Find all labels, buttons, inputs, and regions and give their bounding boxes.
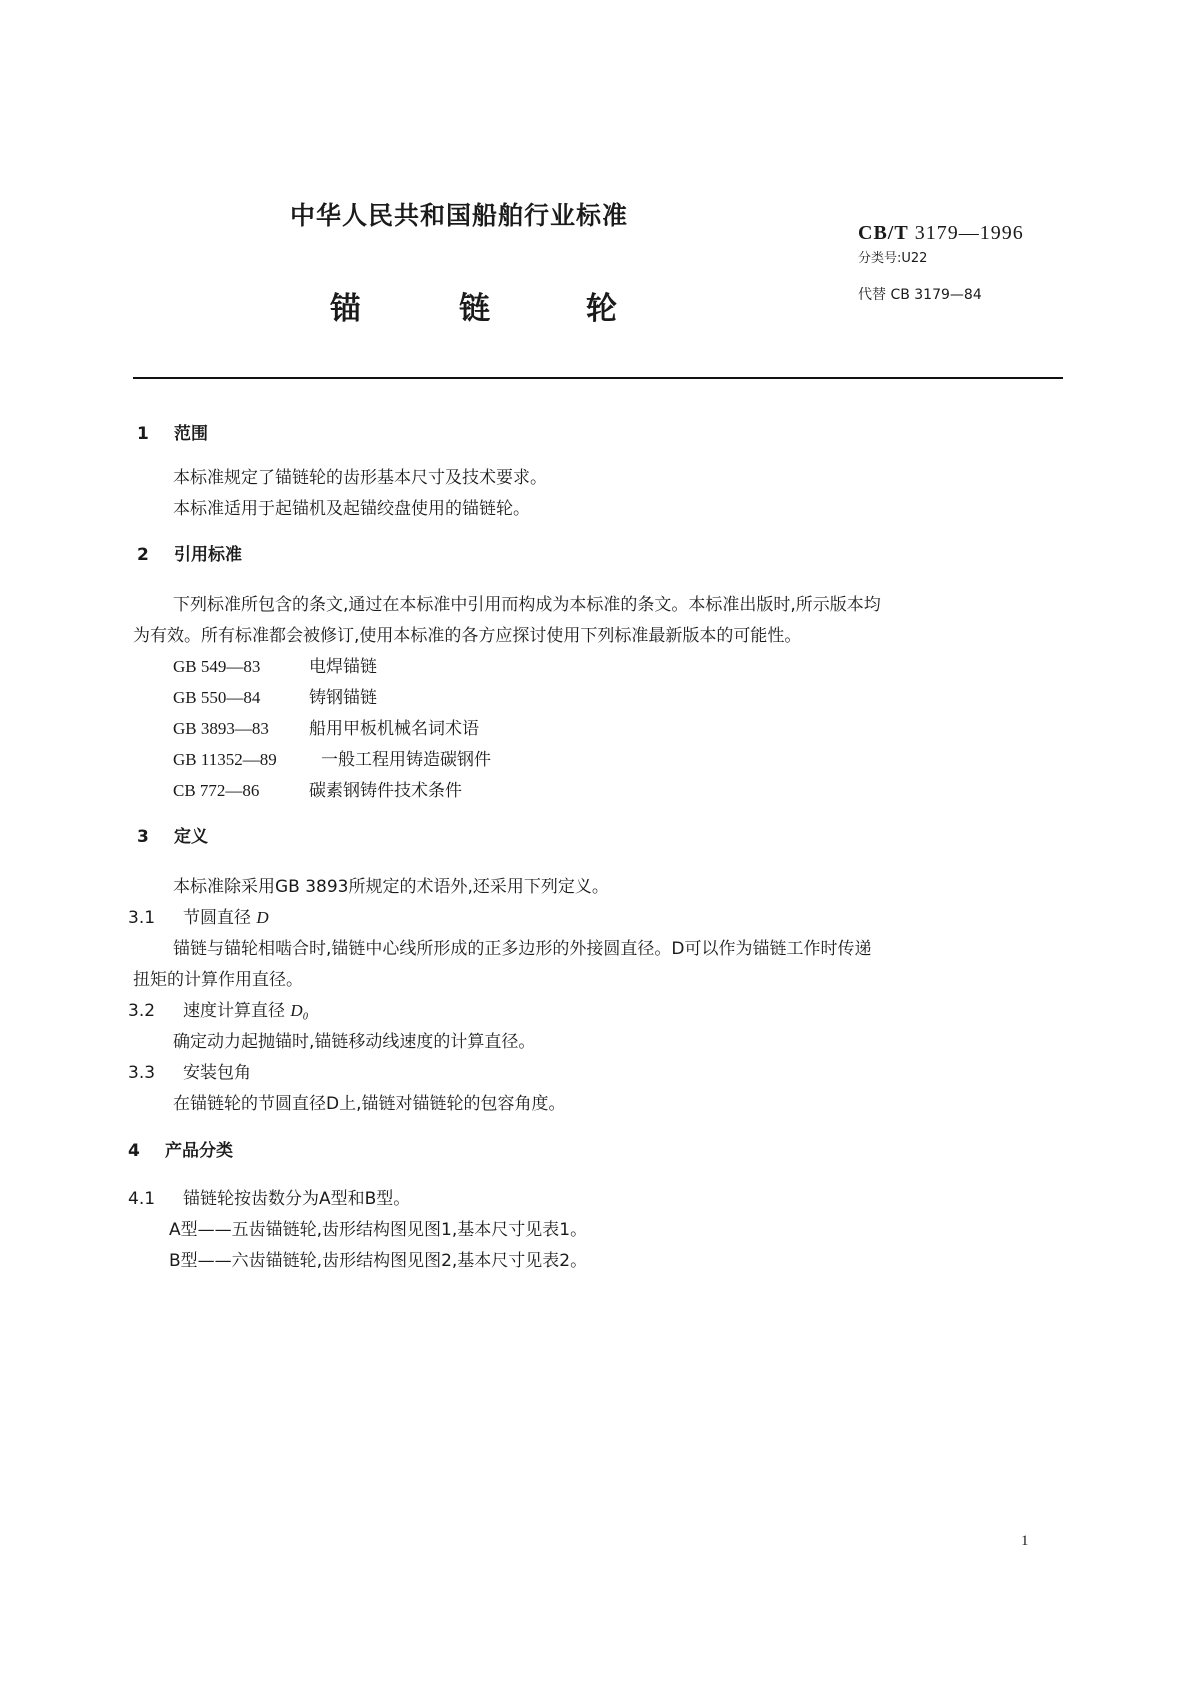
header-rule <box>133 377 1063 379</box>
term: 节圆直径 <box>183 908 251 928</box>
section-title: 定义 <box>174 827 208 847</box>
clause-4-1 <box>128 1184 410 1209</box>
reference-code: CB 772—86 <box>173 781 260 800</box>
reference-item <box>173 714 479 739</box>
reference-item <box>173 776 462 801</box>
reference-item <box>173 652 377 677</box>
reference-code: GB 3893—83 <box>173 719 269 738</box>
clause-number: 3.2 <box>128 1001 156 1021</box>
clause-text: 锚链轮按齿数分为A型和B型。 <box>183 1189 411 1209</box>
section-4-heading <box>128 1136 233 1161</box>
doc-title-char-1: 锚 <box>330 291 361 327</box>
paragraph: 为有效。所有标准都会被修订,使用本标准的各方应探讨使用下列标准最新版本的可能性。 <box>133 626 802 646</box>
term-symbol: D₀ <box>290 1001 309 1020</box>
definition-3-3-heading <box>128 1058 251 1083</box>
section-title: 引用标准 <box>174 545 242 565</box>
section-number: 2 <box>137 545 149 565</box>
paragraph: 本标准规定了锚链轮的齿形基本尺寸及技术要求。 <box>173 468 547 488</box>
section-2-heading <box>137 540 242 565</box>
reference-item <box>173 683 377 708</box>
type-a-description: A型——五齿锚链轮,齿形结构图见图1,基本尺寸见表1。 <box>169 1220 588 1240</box>
standard-code-number: 3179—1996 <box>914 222 1024 244</box>
term-symbol: D <box>256 908 269 927</box>
paragraph: 扭矩的计算作用直径。 <box>133 970 303 990</box>
reference-code: GB 550—84 <box>173 688 261 707</box>
paragraph: 锚链与锚轮相啮合时,锚链中心线所形成的正多边形的外接圆直径。D可以作为锚链工作时传递 <box>173 939 872 959</box>
paragraph: 本标准适用于起锚机及起锚绞盘使用的锚链轮。 <box>173 499 530 519</box>
section-title: 范围 <box>174 424 208 444</box>
reference-name: 一般工程用铸造碳钢件 <box>321 750 491 770</box>
definition-3-1-heading <box>128 903 269 928</box>
reference-name: 铸钢锚链 <box>309 688 377 708</box>
standard-code-prefix: CB/T <box>858 222 909 244</box>
clause-number: 4.1 <box>128 1189 156 1209</box>
section-number: 1 <box>137 424 149 444</box>
reference-name: 碳素钢铸件技术条件 <box>309 781 462 801</box>
doc-title-char-2: 链 <box>459 291 490 327</box>
reference-item <box>173 745 491 770</box>
section-title: 产品分类 <box>165 1141 233 1161</box>
clause-number: 3.1 <box>128 908 156 928</box>
term: 速度计算直径 <box>183 1001 285 1021</box>
standard-title: 中华人民共和国船舶行业标准 <box>290 201 629 230</box>
page-number: 1 <box>1021 1533 1029 1549</box>
paragraph: 下列标准所包含的条文,通过在本标准中引用而构成为本标准的条文。本标准出版时,所示版本均 <box>173 595 881 615</box>
reference-name: 船用甲板机械名词术语 <box>309 719 479 739</box>
doc-title-char-3: 轮 <box>586 291 617 327</box>
paragraph: 本标准除采用GB 3893所规定的术语外,还采用下列定义。 <box>173 877 609 897</box>
section-number: 4 <box>128 1141 140 1161</box>
clause-number: 3.3 <box>128 1063 156 1083</box>
replaces-note: 代替 CB 3179—84 <box>858 287 982 303</box>
section-number: 3 <box>137 827 149 847</box>
section-3-heading <box>137 822 208 847</box>
section-1-heading <box>137 419 208 444</box>
paragraph: 确定动力起抛锚时,锚链移动线速度的计算直径。 <box>173 1032 536 1052</box>
reference-code: GB 11352—89 <box>173 750 277 769</box>
paragraph: 在锚链轮的节圆直径D上,锚链对锚链轮的包容角度。 <box>173 1094 566 1114</box>
standard-code <box>858 222 1024 245</box>
reference-name: 电焊锚链 <box>309 657 377 677</box>
term: 安装包角 <box>183 1063 251 1083</box>
definition-3-2-heading <box>128 996 309 1021</box>
type-b-description: B型——六齿锚链轮,齿形结构图见图2,基本尺寸见表2。 <box>169 1251 588 1271</box>
classification: 分类号:U22 <box>858 251 928 266</box>
reference-code: GB 549—83 <box>173 657 261 676</box>
